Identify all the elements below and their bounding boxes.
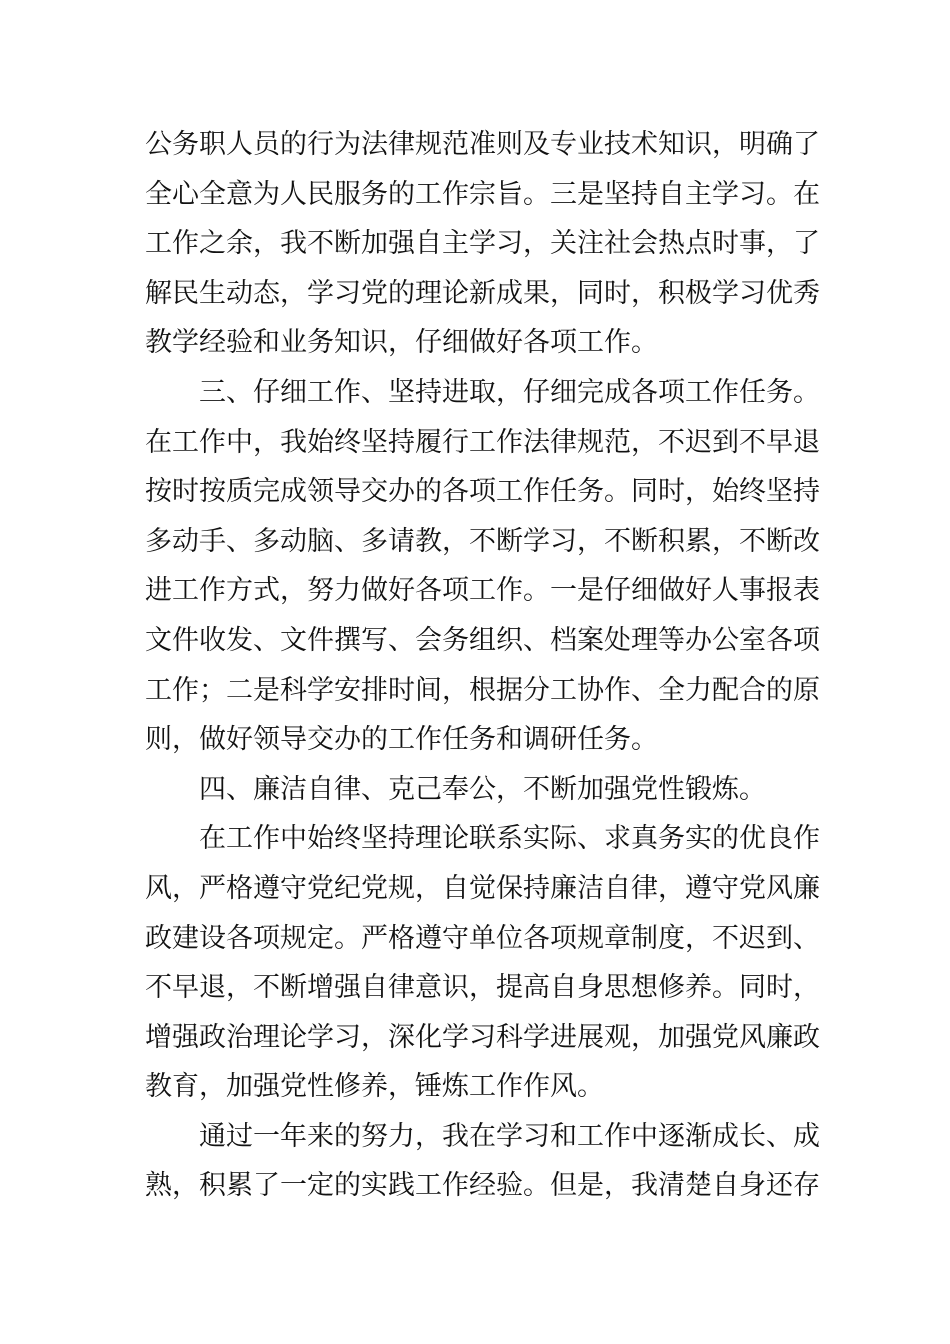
text-line: 风，严格遵守党纪党规，自觉保持廉洁自律，遵守党风廉 xyxy=(145,872,820,904)
text-line: 公务职人员的行为法律规范准则及专业技术知识，明确了 xyxy=(145,129,820,160)
text-line: 通过一年来的努力，我在学习和工作中逐渐成长、成 xyxy=(199,1120,820,1152)
text-line: 按时按质完成领导交办的各项工作任务。同时，始终坚持 xyxy=(145,476,820,508)
text-line: 不早退，不断增强自律意识，提高自身思想修养。同时， xyxy=(145,972,820,1004)
text-line: 增强政治理论学习，深化学习科学进展观，加强党风廉政 xyxy=(145,1021,820,1053)
text-line: 全心全意为人民服务的工作宗旨。三是坚持自主学习。在 xyxy=(145,178,820,210)
text-line: 在工作中，我始终坚持履行工作法律规范，不迟到不早退 xyxy=(145,426,820,458)
text-line: 熟，积累了一定的实践工作经验。但是，我清楚自身还存 xyxy=(145,1170,820,1202)
text-line: 政建设各项规定。严格遵守单位各项规章制度，不迟到、 xyxy=(145,922,820,954)
text-line: 教育，加强党性修养，锤炼工作作风。 xyxy=(145,1071,604,1103)
text-line: 文件收发、文件撰写、会务组织、档案处理等办公室各项 xyxy=(145,624,820,656)
text-line: 教学经验和业务知识，仔细做好各项工作。 xyxy=(145,327,658,359)
text-line: 工作之余，我不断加强自主学习，关注社会热点时事，了 xyxy=(145,228,820,260)
text-line: 进工作方式，努力做好各项工作。一是仔细做好人事报表 xyxy=(145,575,820,607)
text-line: 解民生动态，学习党的理论新成果，同时，积极学习优秀 xyxy=(145,277,820,309)
text-line: 在工作中始终坚持理论联系实际、求真务实的优良作 xyxy=(199,823,820,855)
text-line: 四、廉洁自律、克己奉公，不断加强党性锻炼。 xyxy=(199,773,766,805)
text-line: 则，做好领导交办的工作任务和调研任务。 xyxy=(145,724,658,756)
text-line: 三、仔细工作、坚持进取，仔细完成各项工作任务。 xyxy=(199,376,820,408)
body-text xyxy=(145,120,820,1211)
text-line: 工作；二是科学安排时间，根据分工协作、全力配合的原 xyxy=(145,674,820,706)
text-line: 多动手、多动脑、多请教，不断学习，不断积累，不断改 xyxy=(145,525,820,557)
